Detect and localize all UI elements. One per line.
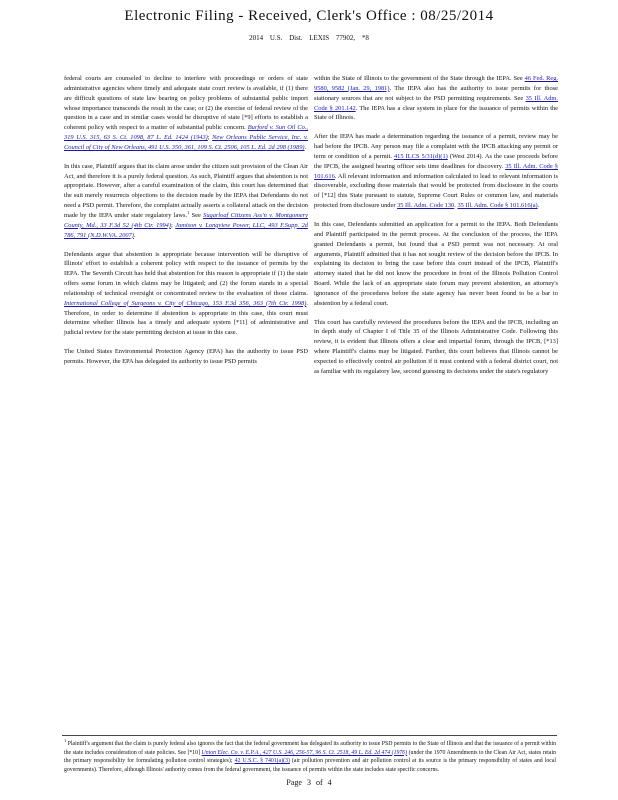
filing-stamp-header: Electronic Filing - Received, Clerk's Office : 08/25/2014	[124, 8, 494, 24]
paragraph-text: .	[133, 231, 136, 239]
left-column	[64, 74, 308, 367]
paragraph-text: ;	[170, 221, 176, 229]
regulation-citation-link[interactable]: 35 Ill. Adm. Code § 101.616	[314, 162, 558, 180]
page-number: Page 3 of 4	[286, 778, 332, 787]
paragraph	[314, 220, 558, 309]
paragraph-text: After the IEPA has made a determination regarding the issuance of a permit, review may be had before the IPCB. Any person may file a complaint with the IPCB attacking any permit or term or condition of a permit.	[314, 133, 558, 160]
paragraph-text: .	[537, 202, 540, 210]
regulation-citation-link[interactable]: 46 Fed. Reg. 9580, 9582 (Jan. 29, 1981)	[314, 75, 558, 92]
paragraph-text: . The IEPA has a clear system in place for the issuance of permits within the State of Illinois.	[314, 104, 558, 122]
paragraph-text: In this case, Defendants submitted an application for a permit to the IEPA. Both Defendants and Plaintiff participated in the permit process. At the conclusion of the process, the IEPA granted Defendants a permit, but found that a PSD permit was not necessary. At oral arguments, Plaintiff admitted that it has not sought review of the decision before the IPCB. In explaining its decision to bring the case before this court instead of the IPCB, Plaintiff's attorney stated that he did not know the procedure in front of the Illinois Pollution Control Board. While the lack of an appropriate state forum may prevent abstention, an attorney's ignorance of the procedures before the state agency has never been found to be a bar to abstention by a federal court.	[314, 220, 558, 307]
paragraph-text: . All relevant information and information calculated to lead to relevant information is discoverable, excluding those materials that would be protected from disclosure in the courts of [*12] this State pursuant to statute, Supreme Court Rules or common law, and materials protected from disclosure under	[314, 172, 558, 210]
paragraph	[314, 74, 558, 123]
paragraph	[314, 318, 558, 377]
paragraph-text: (West 2014). As the case proceeds before the IPCB, the assigned hearing officer sets time deadlines for discovery.	[314, 152, 558, 170]
statute-citation-link[interactable]: 415 ILCS 5/31(d)(1)	[393, 152, 448, 160]
paragraph-text: . The IEPA also has the authority to issue permits for those stationary sources that are not subject to the PSD permitting requirements. See	[314, 84, 558, 102]
paragraph-text: In this case, Plaintiff argues that its claim arose under the citizen suit provision of the Clean Air Act, and therefore it is a purely federal question. As such, Plaintiff argues that abstention is not appropriate. However, after a careful examination of the claim, this court has determined that the suit merely resurrects objections to the decision made by the IEPA that Defendants do not need a PSD permit. Therefore, the complaint actually asserts a collateral attack on the decision made by the IEPA under state regulatory laws.	[64, 162, 308, 219]
paragraph	[64, 74, 308, 153]
case-citation-link[interactable]: New Orleans Public Service, Inc. v. Council of City of New Orleans, 491 U.S. 350, 361, 109 S. Ct. 2506, 105 L. Ed. 2d 298 (1989)	[64, 134, 308, 151]
regulation-citation-link[interactable]: 35 Ill. Adm. Code § 201.142	[314, 94, 558, 112]
paragraph-text: This court has carefully reviewed the procedures before the IEPA and the IPCB, including an in depth study of Chapter I of Title 35 of the Illinois Administrative Code. Following this review, it is evident that Illinois offers a clear and impartial forum, through the IPCB, [*13] where Plaintiff's claims may be litigated. Further, this court believes that Illinois cannot be expected to effectively control air pollution if it must contend with a federal district court, not as familiar with its regulatory law, second guessing its decisions under the state's regulatory	[314, 318, 558, 375]
case-citation-link[interactable]: Burford v. Sun Oil Co., 319 U.S. 315, 63 S. Ct. 1098, 87 L. Ed. 1424 (1943)	[64, 124, 308, 142]
paragraph	[64, 347, 308, 367]
regulation-citation-link[interactable]: 35 Ill. Adm. Code § 101.616(a)	[457, 202, 538, 210]
footnote-text: (air pollution prevention and air pollution control at its source is the primary responsibility of states and local governments). Therefore, although Illinois' authority comes from the federal government, the issuance of permits within the state includes state specific concerns.	[64, 758, 556, 773]
paragraph-text: within the State of Illinois to the government of the State through the IEPA. See	[314, 75, 525, 82]
footnote-divider	[62, 735, 557, 736]
case-citation-header: 2014 U.S. Dist. LEXIS 77902, *8	[249, 34, 369, 42]
paragraph-text: ;	[207, 134, 213, 142]
paragraph-text: federal courts are counseled to decline to interfere with proceedings or orders of state administrative agencies where timely and adequate state court review is available, if (1) there are difficult questions of state law bearing on policy problems of substantial public import whose importance transcends the result in the case; or (2) the exercise of federal review of the question in a case and in similar cases would be disruptive of state [*9] efforts to establish a coherent policy with respect to a matter of substantial public concern.	[64, 75, 308, 132]
paragraph-text: .	[304, 143, 307, 151]
statute-citation-link[interactable]: 42 U.S.C. § 7401(a)(3)	[234, 758, 290, 765]
paragraph-text: The United States Environmental Protection Agency (EPA) has the authority to issue PSD permits. However, the EPA has delegated its authority to issue PSD permits	[64, 348, 308, 365]
regulation-citation-link[interactable]: 35 Ill. Adm. Code 130	[397, 202, 455, 210]
case-citation-link[interactable]: Jamison v. Longview Power, LLC, 493 F.Supp. 2d 786, 791 (N.D.W.VA. 2007)	[64, 221, 308, 239]
paragraph	[64, 250, 308, 339]
right-column	[314, 74, 558, 377]
paragraph-text: Defendants argue that abstention is appropriate because intervention will be disruptive of Illinois' effort to establish a coherent policy with respect to the issuance of permits by the IEPA. The Seventh Circuit has held that abstention for this reason is appropriate if (1) the state offers some forum in which claims may be litigated; and (2) the forum stands in a special relationship of technical oversight or concentrated review to the evaluation of those claims.	[64, 250, 308, 297]
paragraph-text: . Therefore, in order to determine if abstention is appropriate in this case, this court must determine whether Illinois has a timely and adequate system [*11] of administrative and judicial review for the state permitting decision at issue in this case.	[64, 299, 308, 337]
footnote-marker: 1	[64, 738, 67, 744]
footnote	[64, 740, 556, 774]
paragraph-text: See	[189, 211, 204, 219]
footnote-text: (under the 1970 Amendments to the Clean Air Act, states retain the primary responsibility for formulating pollution control strategies);	[64, 749, 557, 765]
case-citation-link[interactable]: Union Elec. Co. v. E.P.A., 427 U.S. 246, 256-57, 96 S. Ct. 2518, 49 L. Ed. 2d 474 (1976)	[201, 749, 408, 756]
paragraph	[64, 162, 308, 241]
case-citation-link[interactable]: Sugarloaf Citizens Ass'n v. Montgomery County, Md., 33 F.3d 52 (4th Cir. 1994)	[64, 211, 308, 229]
paragraph	[314, 132, 558, 211]
footnote-text: Plaintiff's argument that the claim is purely federal also ignores the fact that the federal government has delegated its authority to issue PSD permits to the State of Illinois and that the issuance of a permit within the state includes consideration of state policies. See [*10]	[64, 741, 556, 756]
footnote-reference[interactable]: 1	[187, 209, 190, 215]
paragraph-text: .	[454, 202, 458, 210]
case-citation-link[interactable]: International College of Surgeons v. City of Chicago, 153 F.3d 356, 363 (7th Cir. 1998)	[64, 299, 307, 307]
